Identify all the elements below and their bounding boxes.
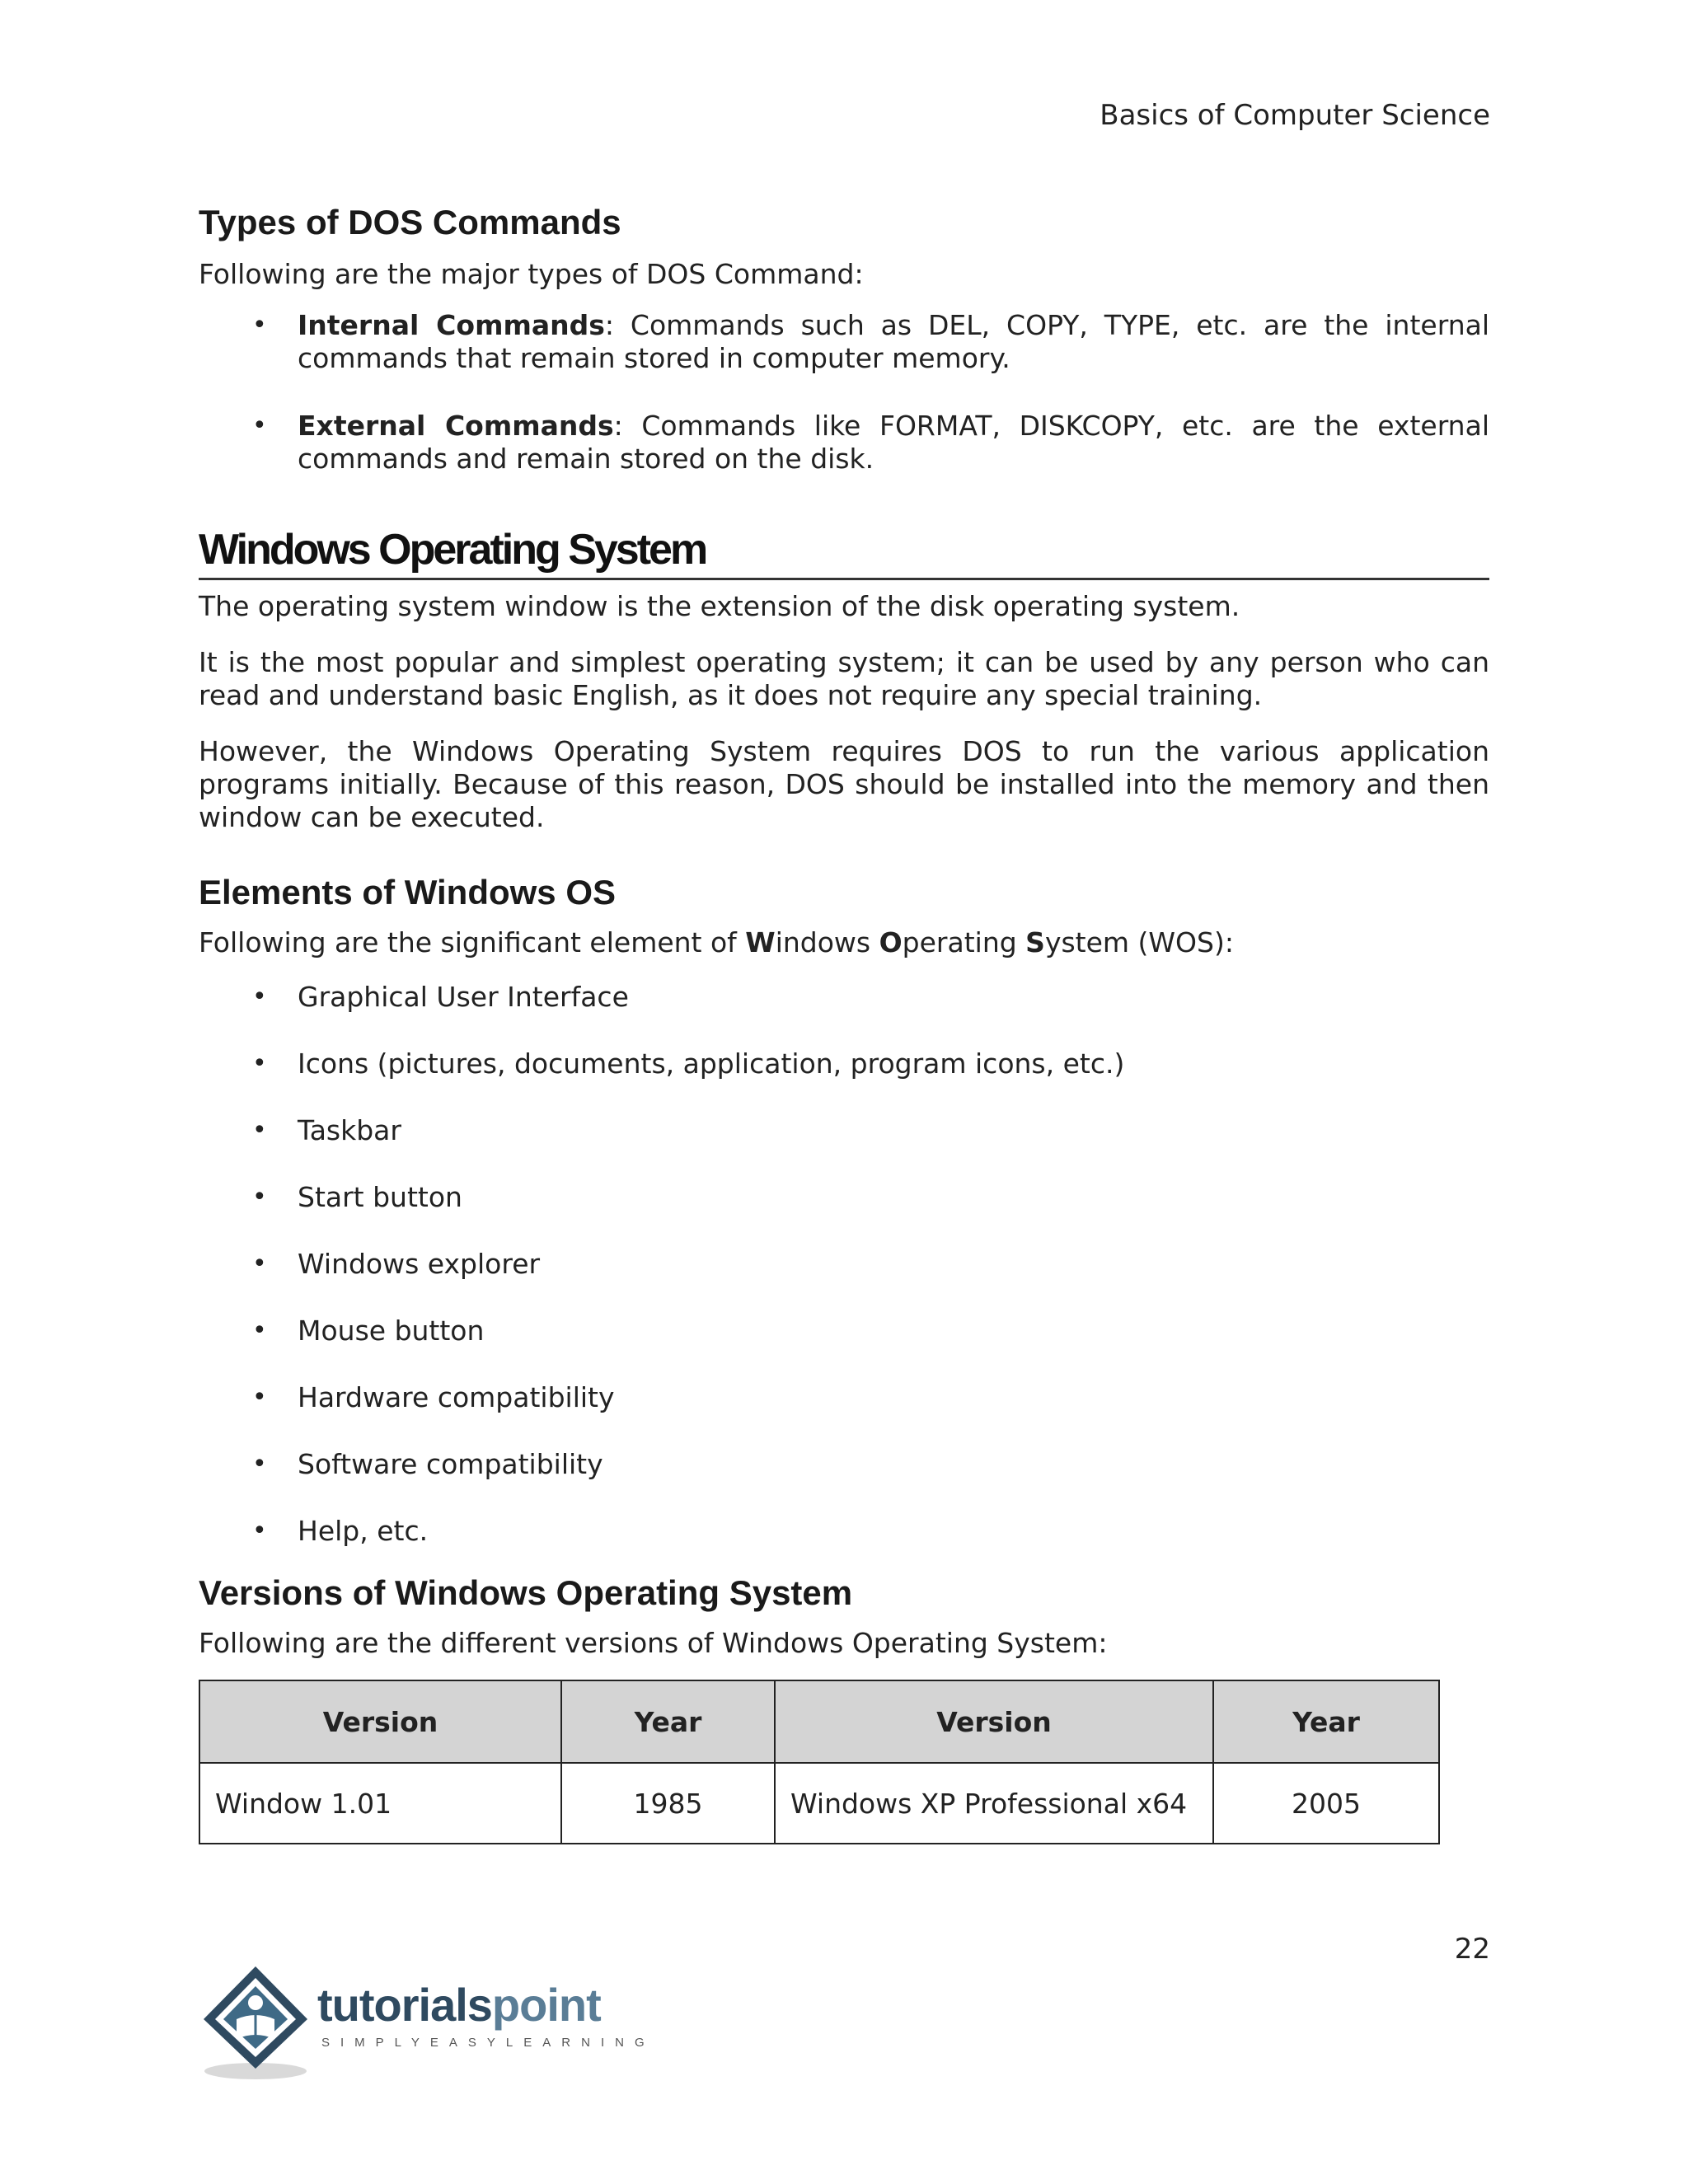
elements-list (199, 981, 1489, 1548)
table-cell: 1985 (561, 1763, 775, 1844)
bullet-icon: • (252, 1048, 267, 1078)
list-item (199, 410, 1489, 476)
table-cell: Windows XP Professional x64 (775, 1763, 1213, 1844)
section-heading-elements: Elements of Windows OS (199, 872, 617, 912)
list-item-label: Software compatibility (298, 1447, 603, 1480)
list-item (199, 1248, 1489, 1281)
list-item (199, 1448, 1489, 1481)
bullet-icon: • (252, 1315, 267, 1345)
list-item (199, 1114, 1489, 1147)
list-item-label: Start button (298, 1180, 462, 1213)
windows-paragraph-2: It is the most popular and simplest operating system; it can be used by any person who can read and understand basic English, as it does not require any special training. (199, 645, 1489, 711)
running-header: Basics of Computer Science (1100, 99, 1490, 132)
bullet-icon: • (252, 982, 267, 1011)
list-item-term: Internal Commands (298, 309, 605, 342)
list-item (199, 1047, 1489, 1080)
list-item (199, 981, 1489, 1014)
page-content (199, 202, 1489, 1844)
bullet-icon: • (252, 1182, 267, 1212)
column-header: Year (1213, 1680, 1439, 1763)
table-cell: Window 1.01 (199, 1763, 561, 1844)
bullet-icon: • (252, 311, 267, 340)
list-item-term: External Commands (298, 410, 614, 443)
list-item-text: : Commands such as DEL, COPY, TYPE, etc. are the internal commands that remain stored in computer memory. (298, 309, 1489, 375)
windows-paragraph-3: However, the Windows Operating System requires DOS to run the various application programs initially. Because of this reason, DOS should be installed into the memory and then window can be executed. (199, 734, 1489, 833)
list-item-text: : Commands like FORMAT, DISKCOPY, etc. are the external commands and remain stored on the disk. (298, 410, 1489, 476)
intro-text: perating (902, 926, 1026, 958)
list-item (199, 1515, 1489, 1548)
section-heading-dos-types: Types of DOS Commands (199, 203, 621, 241)
logo-wordmark (317, 1978, 601, 2032)
chapter-heading-windows: Windows Operating System (199, 527, 1489, 579)
dos-types-list (199, 309, 1489, 476)
list-item-label: Help, etc. (298, 1514, 429, 1547)
table-header-row (199, 1680, 1439, 1763)
table-row (199, 1763, 1439, 1844)
list-item-label: Windows explorer (298, 1247, 541, 1280)
intro-text: Following are the significant element of (199, 926, 746, 958)
dos-types-intro: Following are the major types of DOS Command: (199, 258, 864, 291)
versions-intro: Following are the different versions of Windows Operating System: (199, 1627, 1108, 1660)
intro-bold-w: W (745, 926, 776, 958)
intro-text: indows (775, 926, 879, 958)
versions-table (199, 1680, 1440, 1844)
bullet-icon: • (252, 1382, 267, 1412)
list-item-label: Hardware compatibility (298, 1380, 615, 1413)
intro-bold-s: S (1025, 926, 1045, 958)
logo-emblem-icon (194, 1960, 317, 2083)
windows-paragraph-1: The operating system window is the extension of the disk operating system. (199, 589, 1240, 622)
bullet-icon: • (252, 1449, 267, 1479)
intro-text: ystem (WOS): (1044, 926, 1234, 958)
bullet-icon: • (252, 1115, 267, 1145)
logo-text-main: tutorials (317, 1979, 492, 2031)
table-cell: 2005 (1213, 1763, 1439, 1844)
list-item (199, 1181, 1489, 1214)
column-header: Version (199, 1680, 561, 1763)
section-heading-versions: Versions of Windows Operating System (199, 1572, 853, 1612)
list-item-label: Taskbar (298, 1113, 401, 1146)
bullet-icon: • (252, 411, 267, 441)
page-number: 22 (1454, 1933, 1490, 1966)
bullet-icon: • (252, 1516, 267, 1545)
list-item (199, 1381, 1489, 1414)
list-item (199, 1315, 1489, 1347)
list-item-label: Mouse button (298, 1314, 485, 1347)
logo-text-accent: point (491, 1979, 601, 2031)
tutorialspoint-logo (194, 1960, 655, 2083)
logo-tagline: SIMPLYEASYLEARNING (321, 2036, 655, 2050)
column-header: Version (775, 1680, 1213, 1763)
list-item-label: Graphical User Interface (298, 980, 629, 1013)
list-item-label: Icons (pictures, documents, application, program icons, etc.) (298, 1047, 1125, 1080)
elements-intro (199, 926, 1489, 959)
bullet-icon: • (252, 1249, 267, 1278)
intro-bold-o: O (879, 926, 903, 958)
list-item (199, 309, 1489, 375)
column-header: Year (561, 1680, 775, 1763)
